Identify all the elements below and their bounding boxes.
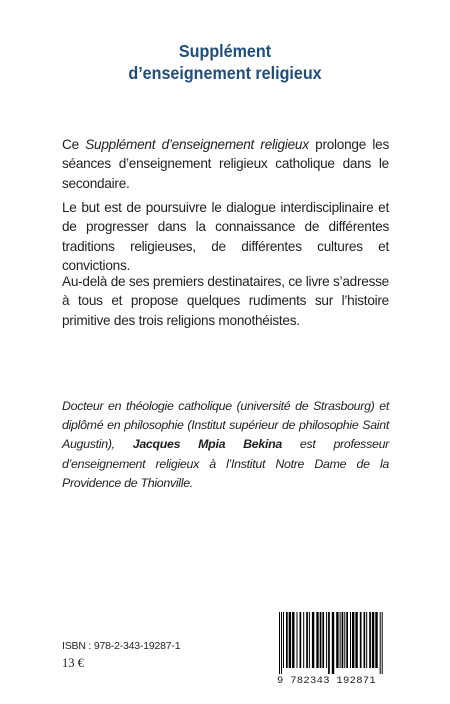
barcode-bar (346, 612, 348, 668)
description-paragraph-2: Le but est de poursuivre le dialogue interdisciplinaire et de progresser dans la connaissance de différentes traditions religieuses, de différentes cultures et convictions. (62, 200, 389, 273)
barcode-bar (366, 612, 367, 668)
barcode-bar (281, 612, 282, 674)
barcode-bar (297, 612, 298, 668)
barcode-bar (336, 612, 338, 668)
author-bio (62, 397, 389, 493)
isbn-text: ISBN : 978-2-343-19287-1 (62, 640, 181, 652)
title-line-2: d’enseignement religieux (128, 63, 322, 83)
description-paragraph-1 (62, 135, 389, 193)
barcode-bar (332, 612, 334, 674)
barcode-bar (286, 612, 288, 668)
barcode-bar (350, 612, 351, 668)
bio-after: est professeur d’enseignement religieux à l’Institut Notre Dame de la Providence de Thionville. (62, 437, 389, 490)
p1-rest: prolonge les séances d’enseignement religieux catholique dans le secondaire. (62, 137, 389, 191)
barcode-bar (369, 612, 371, 668)
description-paragraph-3: Au-delà de ses premiers destinataires, ce livre s’adresse à tous et propose quelques rudiments sur l’histoire primitive des trois religions monothéistes. (62, 274, 389, 328)
barcode-bars (277, 612, 385, 674)
price-text: 13 € (62, 656, 84, 670)
barcode-bar (344, 612, 345, 668)
barcode-bar (340, 612, 341, 668)
barcode-bar (352, 612, 354, 668)
barcode-bar (309, 612, 310, 668)
barcode-bar (283, 612, 284, 668)
barcode-bar (364, 612, 366, 668)
barcode-bar (300, 612, 302, 668)
barcode-bar (360, 612, 362, 668)
barcode-bar (292, 612, 294, 668)
barcode-bar (320, 612, 322, 668)
barcode-bar (342, 612, 344, 668)
barcode-bar (380, 612, 381, 674)
author-name: Jacques Mpia Bekina (132, 437, 282, 452)
barcode-bar (316, 612, 318, 668)
p1-prefix: Ce (62, 137, 86, 152)
title-line-1: Supplément (178, 41, 272, 61)
p1-book-title-italic: Supplément d’enseignement religieux (85, 137, 309, 152)
barcode-bar (322, 612, 324, 668)
barcode-bar (306, 612, 308, 668)
book-title (18, 40, 432, 84)
barcode-digits: 9 782343 192871 (277, 675, 377, 687)
barcode (277, 612, 385, 687)
barcode-bar (372, 612, 374, 668)
barcode-bar (289, 612, 291, 668)
barcode-bar (312, 612, 314, 668)
barcode-bar (328, 612, 330, 674)
barcode-bar (303, 612, 304, 668)
barcode-bar (279, 612, 280, 674)
barcode-bar (326, 612, 327, 668)
bio-before: Docteur en théologie catholique (université de Strasbourg) et diplômé en philosophie (Institut supérieur de philosophie Saint Augustin), (62, 399, 389, 452)
barcode-bar (375, 612, 377, 668)
barcode-bar (382, 612, 383, 674)
barcode-bar (355, 612, 357, 668)
